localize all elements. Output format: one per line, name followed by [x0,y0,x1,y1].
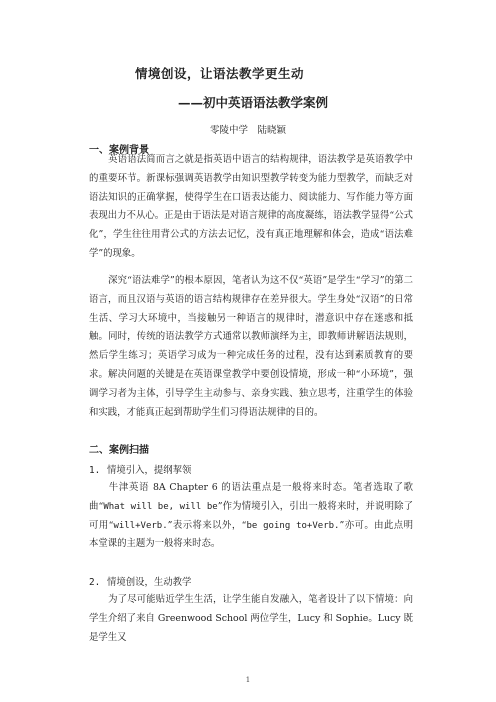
paragraph-text: ”作为情境引入，引出一般将来时，并说明除了可用“ [89,500,414,531]
grammar-formula-going-to: be going to+Verb. [246,520,340,531]
page-number: 1 [245,676,251,684]
paragraph-background-1 [89,151,413,264]
grammar-formula-will: will+Verb. [113,520,168,531]
paragraph-case-intro [89,479,413,554]
item-text: 情境创设，生动教学 [107,577,192,588]
paragraph-text: 英语语法简而言之就是指英语中语言的结构规律，语法教学是英语教学中的重要环节。新课标强调英语教学由知识型教学转变为能力型教学，而缺乏对语法知识的正确掌握，使得学生在口语表达能力、阅读能力、写作能力等方面表现出力不从心。正是由于语法是对语言规律的高度凝练，语法教学显得“公式化”，学生往往用背公式的方法去记忆，没有真正地理解和体会，造成“语法难学”的现象。 [89,154,413,259]
item-number: 2. [89,577,101,588]
document-subtitle: ——初中英语语法教学案例 [178,95,329,110]
paragraph-text: 牛津英语 8A Chapter 6 的语法重点是一般将来时态。笔者选取了歌曲“ [89,482,413,512]
paragraph-case-scenario [89,591,413,647]
author-line: 零陵中学 陆晓颖 [209,125,286,136]
paragraph-text: ”表示将来以外，“ [167,519,247,531]
paragraph-text: ”亦可。由此点明本堂课的主题为一般将来时态。 [89,519,414,550]
document-title: 情境创设，让语法教学更生动 [135,66,305,81]
item-number: 1. [89,465,101,476]
paragraph-background-2 [89,272,413,422]
song-title: What will be, will be [103,501,218,512]
paragraph-text: 为了尽可能贴近学生生活，让学生能自发融入，笔者设计了以下情境：向学生介绍了来自 Greenwood School 两位学生，Lucy 和 Sophie。Lucy 既是学生又 [89,594,413,643]
paragraph-text: 深究“语法难学”的根本原因，笔者认为这不仅“英语”是学生“学习”的第二语言，而且汉语与英语的语言结构规律存在差异很大。学生身处“汉语”的日常生活、学习大环境中，当接触另一种语言的规律时，潜意识中存在迷惑和抵触。同时，传统的语法教学方式通常以教师演绎为主，即教师讲解语法规则，然后学生练习；英语学习成为一种完成任务的过程，没有达到素质教育的要求。解决问题的关键是在英语课堂教学中要创设情境，形成一种“小环境”，强调学习者为主体，引导学生主动参与、亲身实践、独立思考，注重学生的体验和实践，才能真正起到帮助学生们习得语法规律的目的。 [89,275,413,418]
section-heading-background: 一、案例背景 [89,145,149,156]
subsection-item-2 [89,574,191,588]
subsection-item-1 [89,462,191,476]
item-text: 情境引入，提纲挈领 [107,465,192,476]
section-heading-case-scan: 二、案例扫描 [89,445,149,456]
